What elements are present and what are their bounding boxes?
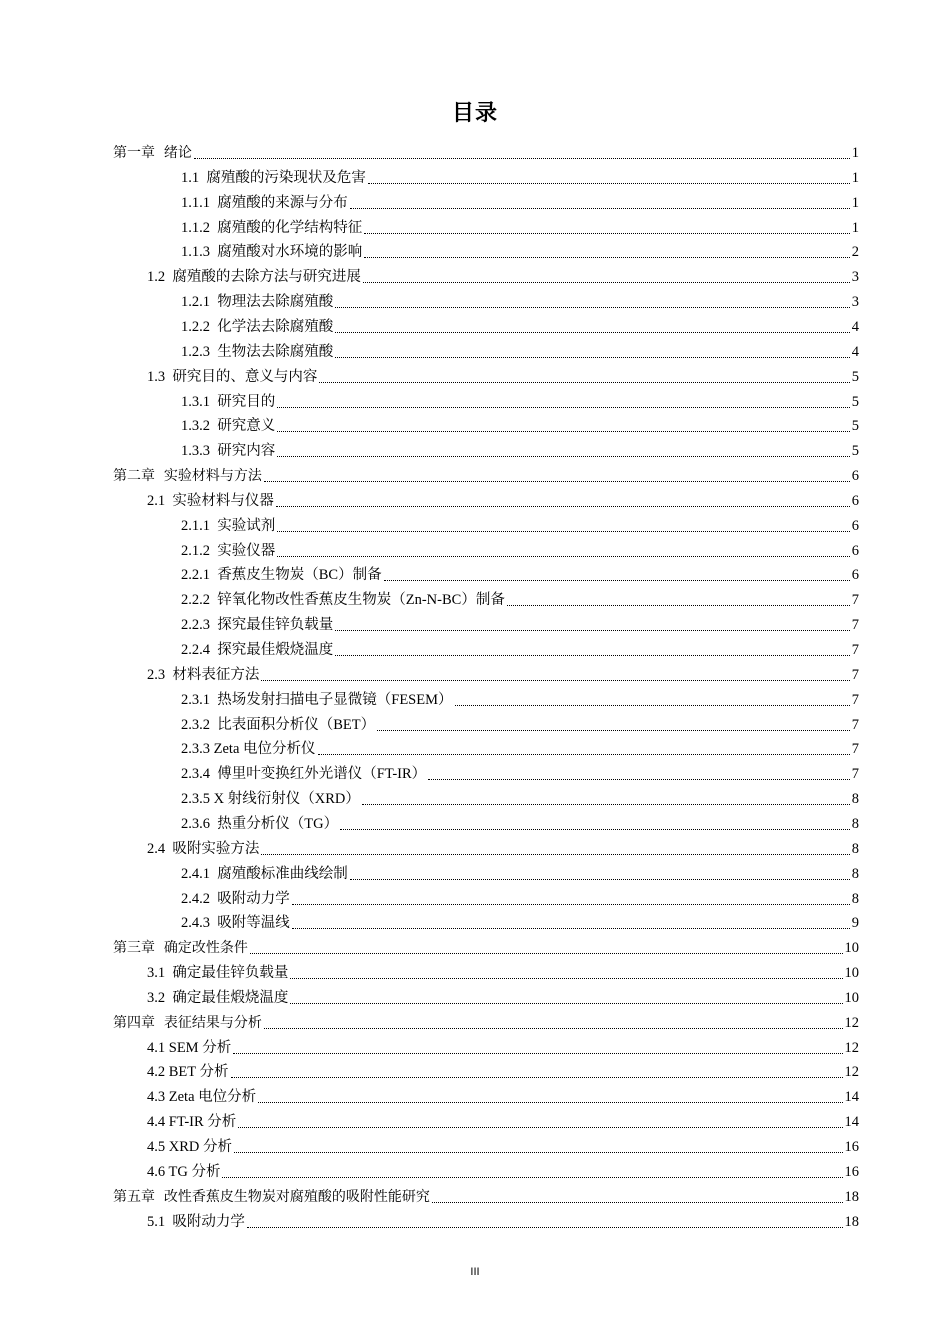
toc-entry-title: 4.3 Zeta 电位分析 — [147, 1089, 257, 1106]
toc-entry-page: 1 — [851, 169, 859, 186]
toc-dot-leader — [261, 679, 849, 681]
toc-entry[interactable] — [147, 1135, 859, 1157]
toc-entry-page: 5 — [851, 418, 859, 435]
toc-dot-leader — [292, 903, 850, 905]
toc-entry[interactable] — [181, 887, 859, 909]
toc-entry[interactable] — [147, 961, 859, 983]
toc-entry[interactable] — [181, 812, 859, 834]
toc-entry-title: 第五章 改性香蕉皮生物炭对腐殖酸的吸附性能研究 — [113, 1188, 430, 1205]
toc-entry-title: 1.1.3 腐殖酸对水环境的影响 — [181, 244, 363, 261]
toc-entry-title: 第四章 表征结果与分析 — [113, 1014, 262, 1031]
toc-entry[interactable] — [181, 713, 859, 735]
toc-entry-page: 7 — [851, 666, 859, 683]
toc-dot-leader — [238, 1126, 842, 1128]
toc-entry[interactable] — [113, 141, 859, 163]
toc-entry-page: 1 — [851, 145, 859, 161]
toc-entry-title: 1.1.1 腐殖酸的来源与分布 — [181, 194, 348, 211]
toc-entry-title: 2.3.6 热重分析仪（TG） — [181, 815, 339, 832]
toc-dot-leader — [335, 654, 850, 656]
toc-dot-leader — [335, 356, 850, 358]
toc-dot-leader — [364, 256, 850, 258]
toc-entry[interactable] — [147, 1060, 859, 1082]
toc-dot-leader — [455, 704, 850, 706]
toc-entry[interactable] — [181, 688, 859, 710]
toc-entry-page: 7 — [851, 592, 859, 609]
toc-entry-page: 6 — [851, 542, 859, 559]
toc-entry[interactable] — [147, 365, 859, 387]
toc-entry-page: 18 — [844, 1188, 859, 1205]
toc-dot-leader — [290, 977, 842, 979]
toc-dot-leader — [507, 604, 850, 606]
toc-entry-page: 16 — [844, 1139, 859, 1155]
toc-entry-page: 8 — [851, 791, 859, 808]
toc-entry-title: 第一章 绪论 — [113, 145, 192, 161]
toc-entry-title: 2.3.2 比表面积分析仪（BET） — [181, 716, 376, 733]
toc-dot-leader — [428, 778, 850, 780]
toc-entry-title: 1.3.1 研究目的 — [181, 393, 276, 410]
toc-entry-title: 2.2.4 探究最佳煅烧温度 — [181, 642, 334, 658]
toc-entry-page: 6 — [851, 517, 859, 534]
toc-entry-page: 18 — [844, 1213, 859, 1230]
toc-entry-title: 3.1 确定最佳锌负载量 — [147, 965, 289, 982]
toc-entry[interactable] — [181, 315, 859, 337]
toc-entry-title: 1.2.3 生物法去除腐殖酸 — [181, 343, 334, 360]
toc-entry-title: 2.2.3 探究最佳锌负载量 — [181, 617, 334, 634]
toc-entry[interactable] — [181, 191, 859, 213]
toc-entry[interactable] — [181, 439, 859, 461]
toc-dot-leader — [340, 828, 850, 830]
toc-entry-title: 2.2.1 香蕉皮生物炭（BC）制备 — [181, 567, 382, 584]
toc-entry-page: 1 — [851, 219, 859, 236]
toc-entry[interactable] — [113, 1011, 859, 1033]
toc-dot-leader — [247, 1226, 843, 1228]
toc-entry-page: 10 — [844, 989, 859, 1006]
toc-entry-page: 5 — [851, 368, 859, 385]
toc-entry[interactable] — [181, 340, 859, 362]
toc-entry-title: 2.3 材料表征方法 — [147, 666, 260, 683]
toc-entry-title: 1.2.1 物理法去除腐殖酸 — [181, 294, 334, 311]
toc-dot-leader — [335, 629, 850, 631]
toc-dot-leader — [264, 480, 850, 482]
toc-entry[interactable] — [181, 539, 859, 561]
toc-dot-leader — [292, 927, 850, 929]
toc-entry-title: 5.1 吸附动力学 — [147, 1213, 245, 1230]
toc-dot-leader — [364, 232, 850, 234]
toc-dot-leader — [277, 455, 850, 457]
toc-entry[interactable] — [181, 588, 859, 610]
toc-entry[interactable] — [147, 663, 859, 685]
toc-dot-leader — [231, 1076, 843, 1078]
toc-entry-page: 8 — [851, 865, 859, 882]
toc-entry[interactable] — [113, 936, 859, 958]
toc-dot-leader — [234, 1151, 843, 1153]
toc-entry[interactable] — [181, 737, 859, 759]
toc-entry-title: 2.4 吸附实验方法 — [147, 840, 260, 857]
toc-entry-title: 4.6 TG 分析 — [147, 1163, 221, 1180]
toc-dot-leader — [350, 207, 850, 209]
toc-entry[interactable] — [181, 166, 859, 188]
toc-entry-page: 16 — [844, 1163, 859, 1180]
toc-entry-page: 5 — [851, 443, 859, 460]
toc-entry-page: 7 — [851, 691, 859, 708]
toc-entry[interactable] — [113, 1185, 859, 1207]
toc-dot-leader — [368, 182, 850, 184]
toc-entry-page: 4 — [851, 343, 859, 360]
toc-entry-title: 2.3.4 傅里叶变换红外光谱仪（FT-IR） — [181, 766, 427, 783]
toc-entry-page: 12 — [844, 1014, 859, 1031]
toc-dot-leader — [432, 1201, 843, 1203]
toc-entry-title: 4.4 FT-IR 分析 — [147, 1114, 237, 1131]
toc-dot-leader — [335, 306, 850, 308]
toc-dot-leader — [264, 1027, 843, 1029]
toc-entry[interactable] — [181, 414, 859, 436]
toc-entry-title: 2.4.1 腐殖酸标准曲线绘制 — [181, 865, 348, 882]
toc-entry-page: 6 — [851, 492, 859, 509]
toc-entry[interactable] — [181, 514, 859, 536]
toc-entry-page: 7 — [851, 642, 859, 658]
toc-dot-leader — [290, 1002, 842, 1004]
toc-dot-leader — [350, 878, 850, 880]
toc-entry-title: 第二章 实验材料与方法 — [113, 468, 262, 485]
toc-entry[interactable] — [147, 986, 859, 1008]
toc-entry-page: 7 — [851, 617, 859, 634]
toc-entry[interactable] — [113, 464, 859, 486]
toc-dot-leader — [250, 952, 843, 954]
toc-dot-leader — [277, 555, 850, 557]
toc-entry-title: 1.1 腐殖酸的污染现状及危害 — [181, 169, 366, 186]
toc-dot-leader — [261, 853, 849, 855]
toc-entry-title: 2.1 实验材料与仪器 — [147, 492, 274, 509]
toc-entry[interactable] — [181, 290, 859, 312]
toc-entry-page: 6 — [851, 468, 859, 485]
toc-entry[interactable] — [181, 563, 859, 585]
toc-dot-leader — [233, 1052, 842, 1054]
toc-entry-title: 4.1 SEM 分析 — [147, 1039, 232, 1056]
toc-entry[interactable] — [181, 911, 859, 933]
toc-entry[interactable] — [147, 1210, 859, 1232]
toc-dot-leader — [258, 1101, 842, 1103]
toc-entry-page: 7 — [851, 716, 859, 733]
toc-entry[interactable] — [181, 240, 859, 262]
toc-dot-leader — [194, 157, 850, 159]
page-title: 目录 — [451, 101, 498, 126]
toc-entry-title: 1.3 研究目的、意义与内容 — [147, 368, 318, 385]
toc-dot-leader — [276, 505, 850, 507]
toc-entry-title: 1.2.2 化学法去除腐殖酸 — [181, 318, 334, 335]
toc-entry[interactable] — [147, 265, 859, 287]
toc-dot-leader — [363, 281, 850, 283]
toc-entry-page: 14 — [844, 1114, 859, 1131]
toc-entry-title: 2.3.1 热场发射扫描电子显微镜（FESEM） — [181, 691, 453, 708]
toc-dot-leader — [384, 579, 850, 581]
toc-entry-title: 2.3.3 Zeta 电位分析仪 — [181, 741, 316, 758]
toc-entry[interactable] — [181, 216, 859, 238]
toc-entry[interactable] — [147, 489, 859, 511]
toc-entry-page: 14 — [844, 1089, 859, 1106]
toc-entry-title: 第三章 确定改性条件 — [113, 940, 248, 957]
toc-entry-title: 4.5 XRD 分析 — [147, 1139, 232, 1155]
toc-entry-title: 4.2 BET 分析 — [147, 1064, 229, 1081]
toc-entry-title: 2.3.5 X 射线衍射仪（XRD） — [181, 791, 360, 808]
toc-entry-page: 8 — [851, 840, 859, 857]
toc-entry-page: 12 — [844, 1064, 859, 1081]
toc-entry-page: 4 — [851, 318, 859, 335]
toc-entry-page: 6 — [851, 567, 859, 584]
toc-entry-page: 1 — [851, 194, 859, 211]
toc-entry-page: 12 — [844, 1039, 859, 1056]
toc-dot-leader — [377, 729, 850, 731]
toc-entry-page: 10 — [844, 940, 859, 957]
toc-entry-page: 10 — [844, 965, 859, 982]
toc-entry-title: 1.3.2 研究意义 — [181, 418, 276, 435]
toc-entry-title: 2.1.2 实验仪器 — [181, 542, 276, 559]
toc-entry-page: 3 — [851, 294, 859, 311]
toc-entry-page: 7 — [851, 741, 859, 758]
toc-entry[interactable] — [147, 837, 859, 859]
toc-entry-title: 2.4.3 吸附等温线 — [181, 915, 290, 932]
toc-entry-page: 7 — [851, 766, 859, 783]
toc-entry-title: 3.2 确定最佳煅烧温度 — [147, 989, 289, 1006]
toc-dot-leader — [362, 803, 850, 805]
toc-entry[interactable] — [147, 1036, 859, 1058]
toc-entry-title: 2.1.1 实验试剂 — [181, 517, 276, 534]
toc-dot-leader — [319, 381, 849, 383]
toc-entry[interactable] — [181, 862, 859, 884]
toc-entry-page: 8 — [851, 890, 859, 907]
toc-entry-page: 9 — [851, 915, 859, 932]
toc-entry-page: 3 — [851, 269, 859, 286]
toc-dot-leader — [335, 331, 850, 333]
page-number: III — [470, 1266, 480, 1278]
toc-entry-page: 5 — [851, 393, 859, 410]
toc-entry[interactable] — [181, 638, 859, 660]
toc-entry-page: 2 — [851, 244, 859, 261]
toc-entry-title: 1.1.2 腐殖酸的化学结构特征 — [181, 219, 363, 236]
toc-entry-page: 8 — [851, 815, 859, 832]
toc-dot-leader — [277, 430, 850, 432]
toc-entry[interactable] — [147, 1160, 859, 1182]
toc-entry[interactable] — [181, 762, 859, 784]
toc-dot-leader — [222, 1176, 842, 1178]
toc-dot-leader — [277, 530, 850, 532]
toc-entry[interactable] — [181, 390, 859, 412]
toc-entry-title: 1.2 腐殖酸的去除方法与研究进展 — [147, 269, 361, 286]
toc-entry[interactable] — [181, 787, 859, 809]
toc-entry[interactable] — [147, 1085, 859, 1107]
toc-entry-title: 2.2.2 锌氧化物改性香蕉皮生物炭（Zn-N-BC）制备 — [181, 592, 505, 609]
toc-entry[interactable] — [147, 1110, 859, 1132]
toc-dot-leader — [318, 753, 850, 755]
toc-dot-leader — [277, 406, 850, 408]
toc-entry-title: 2.4.2 吸附动力学 — [181, 890, 290, 907]
toc-entry[interactable] — [181, 613, 859, 635]
toc-entry-title: 1.3.3 研究内容 — [181, 443, 276, 460]
